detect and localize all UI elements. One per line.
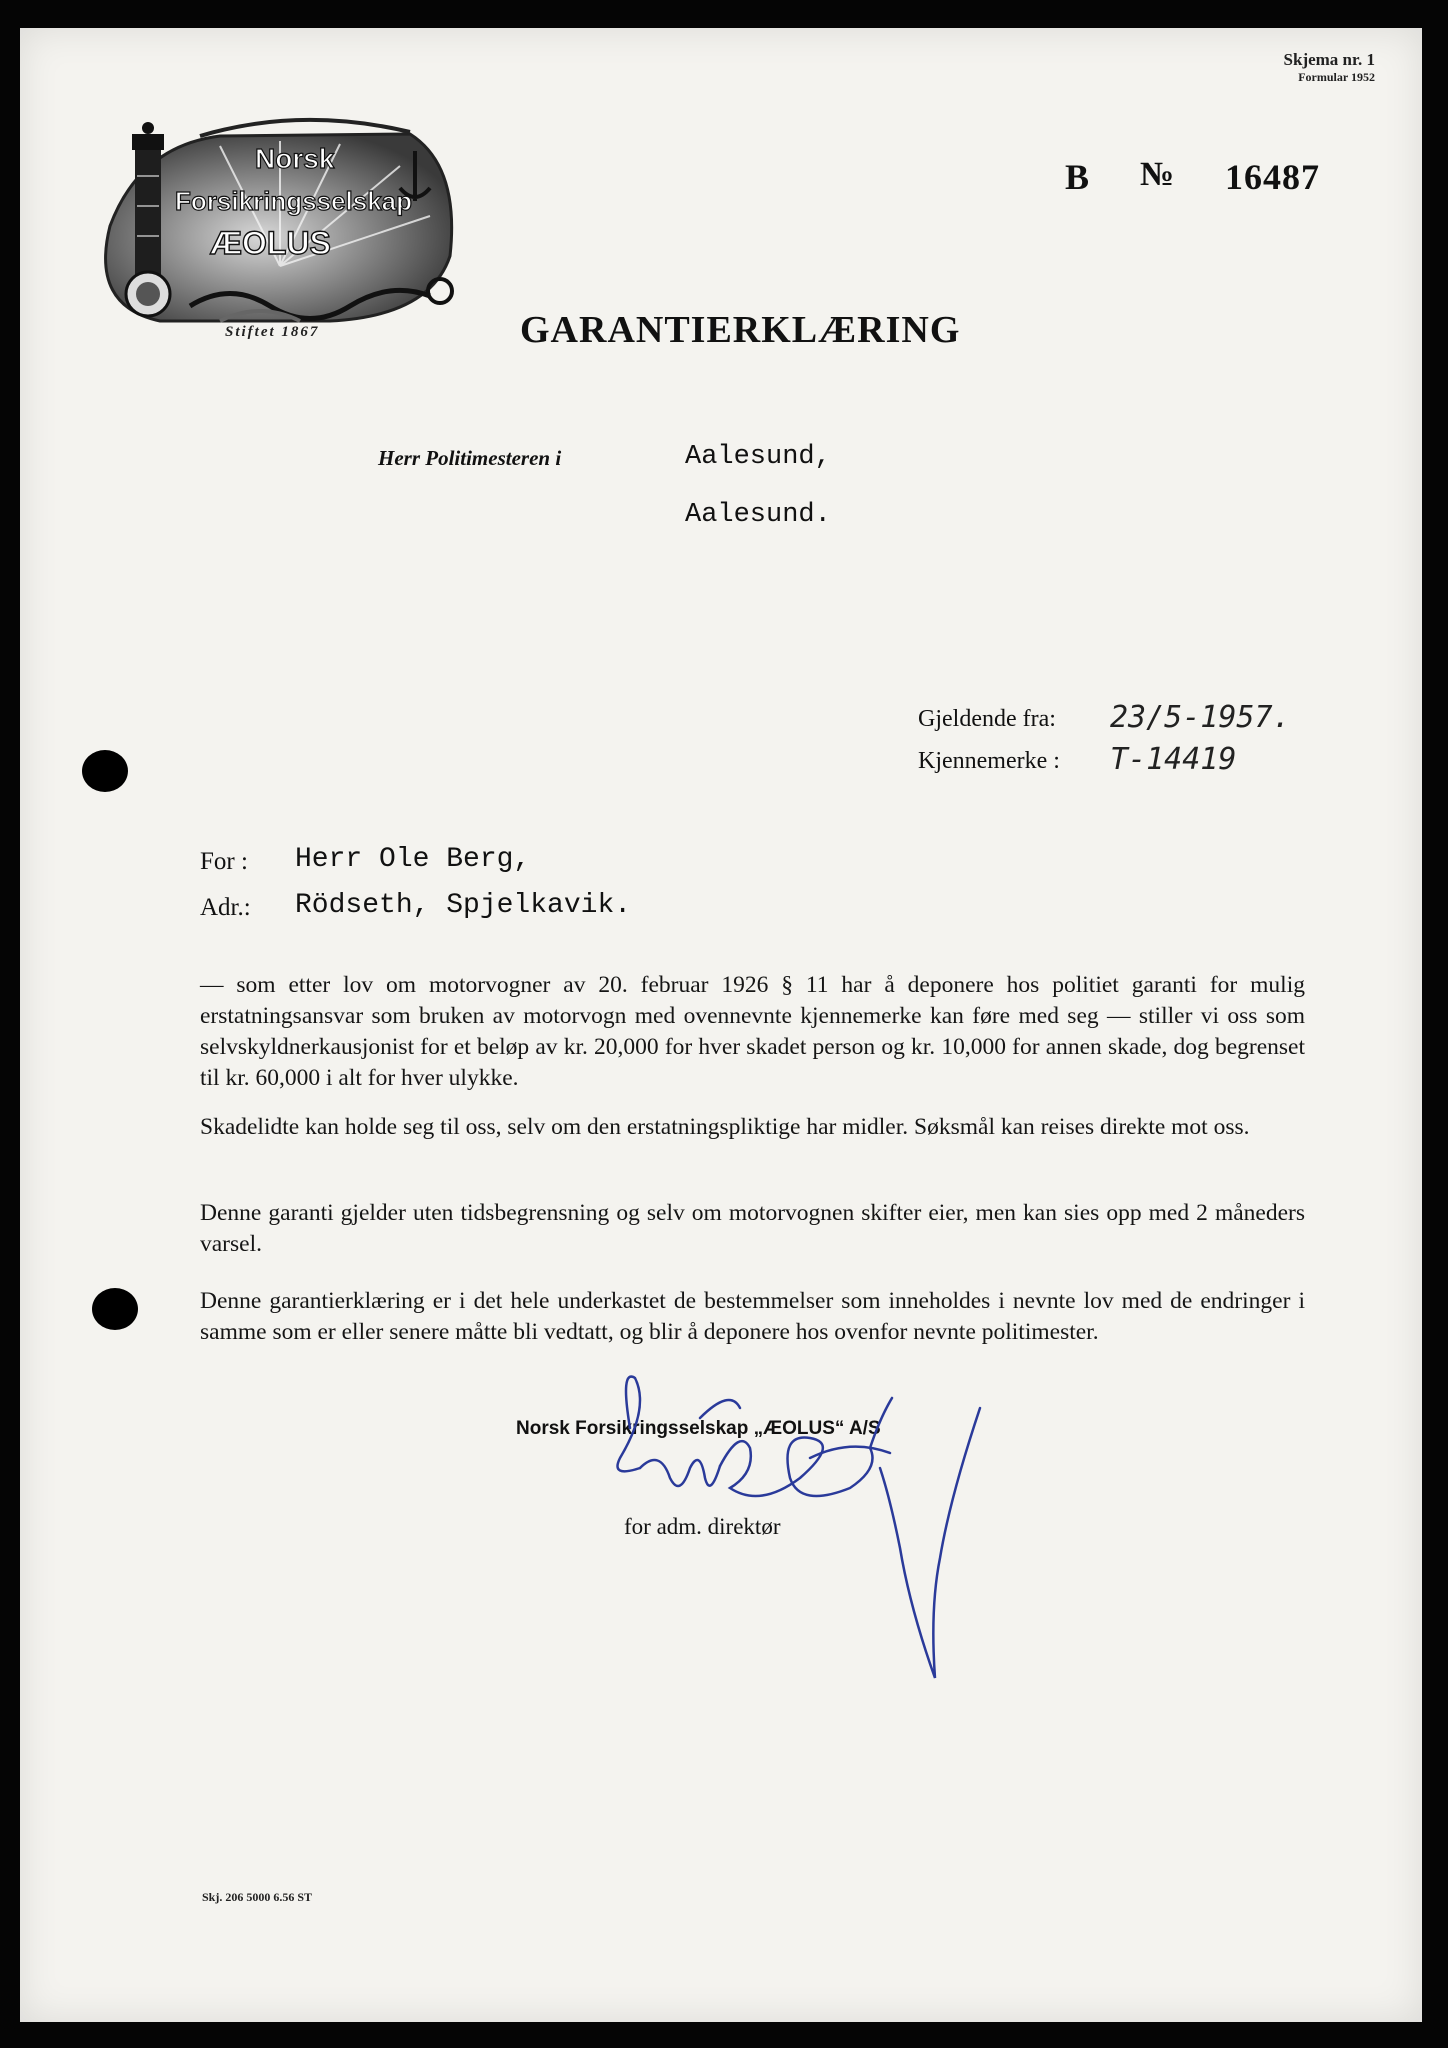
- insured-address-value: Rödseth, Spjelkavik.: [295, 890, 632, 921]
- form-year: Formular 1952: [1298, 70, 1375, 85]
- document-number: 16487: [1225, 157, 1320, 197]
- signer-title: for adm. direktør: [624, 1514, 781, 1539]
- recipient-label: Herr Politimesteren i: [378, 446, 562, 470]
- body-paragraph-4: Denne garantierklæring er i det hele underkastet de bestemmelser som inneholdes i nevnte lov med de endringer i samme som er eller senere måtte bli vedtatt, og blir å deponere hos ovenfor nevnte politimester.: [200, 1288, 1305, 1345]
- series-letter: B: [1065, 157, 1090, 197]
- logo-word-forsikringsselskap: Forsikringsselskap: [175, 186, 412, 216]
- logo-word-aeolus: ÆOLUS: [210, 225, 331, 261]
- body-paragraph-3: Denne garanti gjelder uten tidsbegrensning og selv om motorvognen skifter eier, men kan sies opp med 2 måneders varsel.: [200, 1200, 1305, 1257]
- plate-value: T-14419: [1110, 742, 1237, 777]
- body-paragraph-2: Skadelidte kan holde seg til oss, selv om den erstatningspliktige har midler. Søksmål kan reises direkte mot oss.: [200, 1114, 1250, 1140]
- insured-address-label: Adr.:: [200, 894, 251, 921]
- founded-text: Stiftet 1867: [225, 324, 320, 340]
- document-page: [20, 28, 1422, 2022]
- insured-name-label: For :: [200, 848, 248, 875]
- valid-from-label: Gjeldende fra:: [918, 706, 1056, 732]
- valid-from-value: 23/5-1957.: [1110, 700, 1291, 735]
- punch-hole-bottom: [92, 1288, 138, 1330]
- punch-hole-top: [82, 750, 128, 792]
- body-paragraph-1: — som etter lov om motorvogner av 20. februar 1926 § 11 har å deponere hos politiet garanti for mulig erstatningsansvar som bruken av motorvogn med ovennevnte kjennemerke kan føre med seg — stiller vi oss som selvskyldnerkausjonist for et beløp av kr. 20,000 for hver skadet person og kr. 10,000 for annen skade, dog begrenset til kr. 60,000 i alt for hver ulykke.: [200, 972, 1305, 1091]
- document-title: GARANTIERKLÆRING: [520, 309, 961, 351]
- form-label: [1245, 50, 1375, 85]
- recipient-line-1: Aalesund,: [685, 442, 831, 472]
- logo-word-norsk: Norsk: [255, 143, 335, 174]
- insured-name-value: Herr Ole Berg,: [295, 844, 531, 875]
- plate-label: Kjennemerke :: [918, 748, 1060, 774]
- number-sign: №: [1140, 156, 1175, 193]
- company-stamp: Norsk Forsikringsselskap „ÆOLUS“ A/S: [516, 1418, 881, 1439]
- print-code: Skj. 206 5000 6.56 ST: [202, 1890, 313, 1904]
- company-logo: [80, 106, 480, 346]
- recipient-line-2: Aalesund.: [685, 500, 831, 530]
- form-number: Skjema nr. 1: [1283, 50, 1375, 69]
